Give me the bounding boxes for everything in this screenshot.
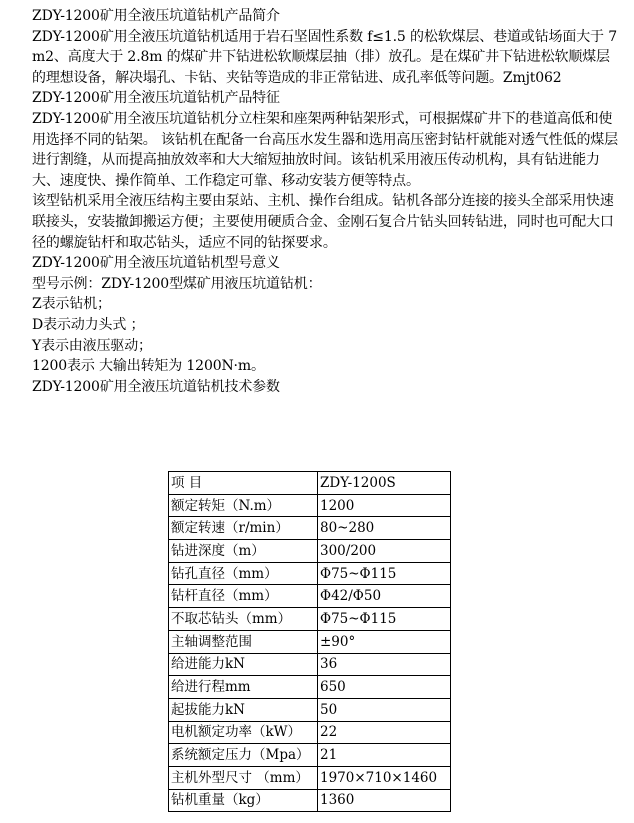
- header-model: ZDY-1200S: [318, 472, 451, 495]
- table-row: [169, 608, 451, 631]
- model-example-line: 型号示例：ZDY-1200型煤矿用液压坑道钻机：: [32, 275, 322, 292]
- features-paragraph: ZDY-1200矿用全液压坑道钻机分立柱架和座架两种钻架形式，可根据煤矿井下的巷道高低和使用选择不同的钻架。 该钻机在配备一台高压水发生器和选用高压密封钻杆就能对透气性低的煤层进行割缝，从而提高抽放效率和大大缩短抽放时间。该钻机采用液压传动机构，具有钻进能力大、速度快、操作简单、工作稳定可靠、移动安装方便等特点。: [32, 110, 618, 189]
- param-value: ±90°: [318, 630, 451, 653]
- param-name: 起拔能力kN: [169, 698, 318, 721]
- param-name: 额定转速（r/min）: [169, 517, 318, 540]
- param-value: 36: [318, 653, 451, 676]
- table-row: [169, 721, 451, 744]
- param-name: 钻杆直径（mm）: [169, 585, 318, 608]
- param-value: Φ75~Φ115: [318, 562, 451, 585]
- param-name: 钻机重量（kg）: [169, 789, 318, 812]
- param-name: 额定转矩（N.m）: [169, 494, 318, 517]
- model-z-line: Z表示钻机；: [32, 296, 111, 313]
- param-value: Φ42/Φ50: [318, 585, 451, 608]
- param-name: 给进行程mm: [169, 676, 318, 699]
- param-name: 电机额定功率（kW）: [169, 721, 318, 744]
- table-row: [169, 676, 451, 699]
- table-row: [169, 562, 451, 585]
- table-row: [169, 766, 451, 789]
- table-header-row: [169, 472, 451, 495]
- param-name: 系统额定压力（Mpa）: [169, 744, 318, 767]
- features-heading: ZDY-1200矿用全液压坑道钻机产品特征: [32, 90, 280, 107]
- table-row: [169, 698, 451, 721]
- param-value: 1360: [318, 789, 451, 812]
- model-d-line: D表示动力头式 ；: [32, 316, 145, 333]
- param-value: 21: [318, 744, 451, 767]
- param-name: 主机外型尺寸 （mm）: [169, 766, 318, 789]
- table-row: [169, 540, 451, 563]
- param-name: 不取芯钻头（mm）: [169, 608, 318, 631]
- table-row: [169, 789, 451, 812]
- table-row: [169, 744, 451, 767]
- table-row: [169, 517, 451, 540]
- document-body: [32, 6, 622, 397]
- param-name: 主轴调整范围: [169, 630, 318, 653]
- intro-paragraph: ZDY-1200矿用全液压坑道钻机适用于岩石坚固性系数 f≤1.5 的松软煤层、巷道或钻场面大于 7m2、高度大于 2.8m 的煤矿井下钻进松软顺煤层抽（排）放孔。是在煤矿井下钻进松软顺煤层的理想设备，解决塌孔、卡钻、夹钻等造成的非正常钻进、成孔率低等问题。Zmjt062: [32, 28, 617, 86]
- intro-heading: ZDY-1200矿用全液压坑道钻机产品简介: [32, 8, 280, 24]
- model-y-line: Y表示由液压驱动；: [32, 337, 152, 354]
- param-value: 1970×710×1460: [318, 766, 451, 789]
- table-row: [169, 630, 451, 653]
- param-value: 80~280: [318, 517, 451, 540]
- param-value: 650: [318, 676, 451, 699]
- param-value: Φ75~Φ115: [318, 608, 451, 631]
- param-value: 22: [318, 721, 451, 744]
- param-name: 给进能力kN: [169, 653, 318, 676]
- structure-paragraph: 该型钻机采用全液压结构主要由泵站、主机、操作台组成。钻机各部分连接的接头全部采用快速联接头，安装撤卸搬运方便；主要使用硬质合金、金刚石复合片钻头回转钻进，同时也可配大口径的螺旋钻杆和取芯钻头，适应不同的钻探要求。: [32, 193, 614, 251]
- tech-params-heading: ZDY-1200矿用全液压坑道钻机技术参数: [32, 378, 280, 395]
- param-value: 1200: [318, 494, 451, 517]
- table-row: [169, 494, 451, 517]
- header-item: 项 目: [169, 472, 318, 495]
- param-name: 钻进深度（m）: [169, 540, 318, 563]
- model-1200-line: 1200表示 大输出转矩为 1200N·m。: [32, 358, 265, 375]
- param-name: 钻孔直径（mm）: [169, 562, 318, 585]
- model-meaning-heading: ZDY-1200矿用全液压坑道钻机型号意义: [32, 255, 280, 272]
- param-value: 300/200: [318, 540, 451, 563]
- spec-table: [168, 471, 451, 812]
- table-row: [169, 585, 451, 608]
- table-row: [169, 653, 451, 676]
- param-value: 50: [318, 698, 451, 721]
